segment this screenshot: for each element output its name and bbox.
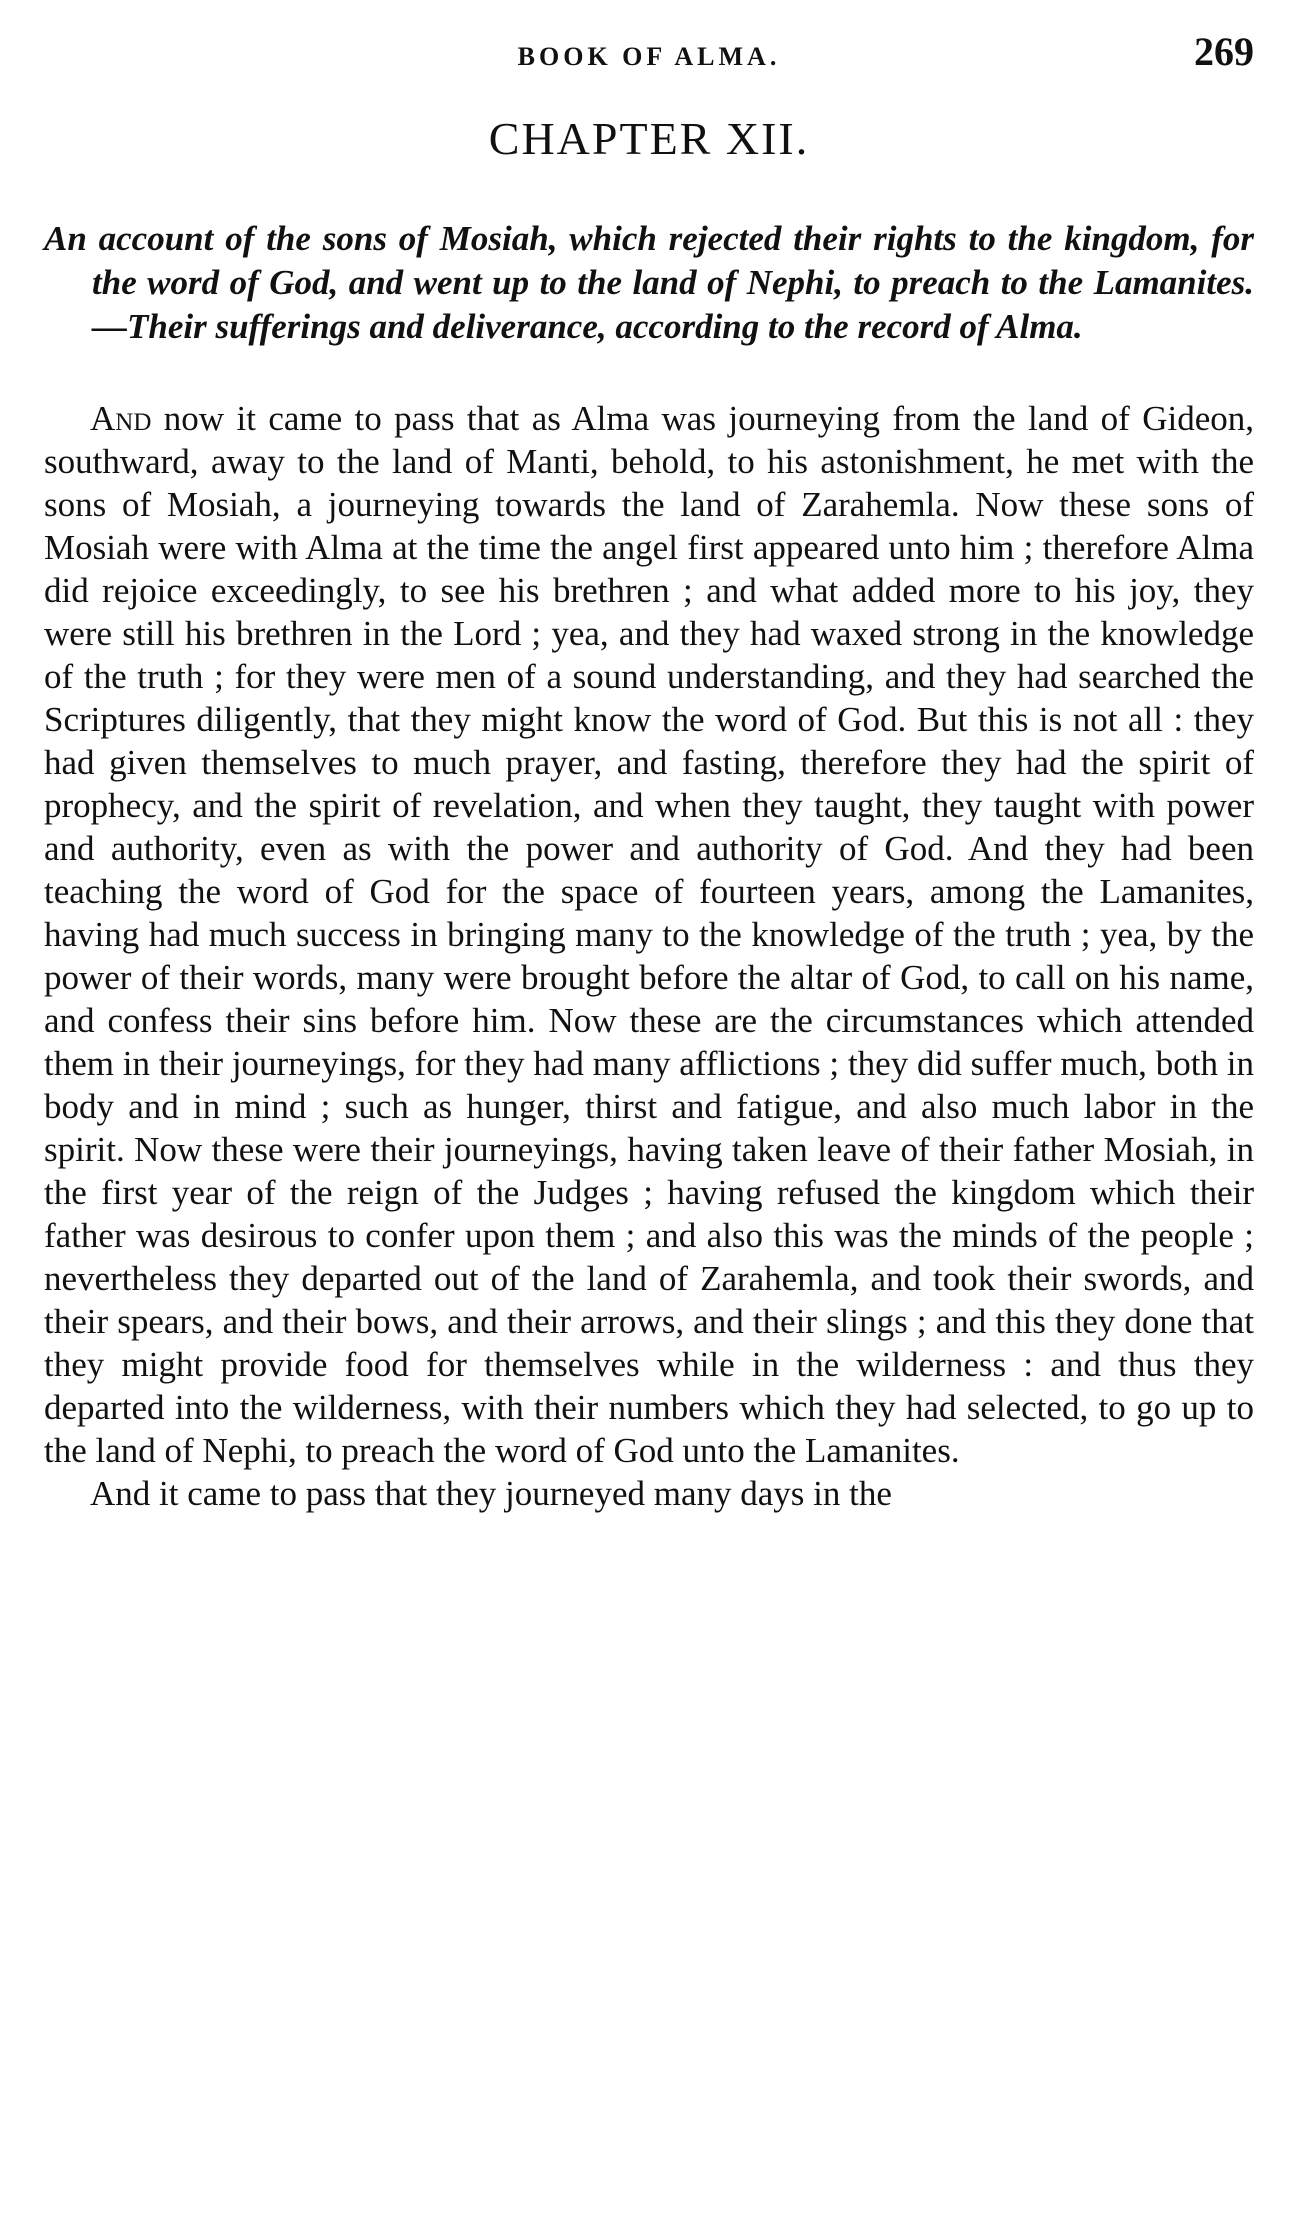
paragraph-1-text: now it came to pass that as Alma was journeying from the land of Gideon, southward, away to the land of Manti, behold, to his astonishment, he met with the sons of Mosiah, a journeying towards the land of Zarahemla. Now these sons of Mosiah were with Alma at the time the angel first appeared unto him ; therefore Alma did rejoice exceedingly, to see his brethren ; and what added more to his joy, they were still his brethren in the Lord ; yea, and they had waxed strong in the knowledge of the truth ; for they were men of a sound understanding, and they had searched the Scriptures diligently, that they might know the word of God. But this is not all : they had given themselves to much prayer, and fasting, therefore they had the spirit of prophecy, and the spirit of revelation, and when they taught, they taught with power and authority, even as with the power and authority of God. And they had been teaching the word of God for the space of fourteen years, among the Lamanites, having had much success in bringing many to the knowledge of the truth ; yea, by the power of their words, many were brought before the altar of God, to call on his name, and confess their sins before him. Now these are the circumstances which attended them in their journeyings, for they had many afflictions ; they did suffer much, both in body and in mind ; such as hunger, thirst and fatigue, and also much labor in the spirit. Now these were their journeyings, having taken leave of their father Mosiah, in the first year of the reign of the Judges ; having refused the kingdom which their father was desirous to confer upon them ; and also this was the minds of the people ; nevertheless they departed out of the land of Zarahemla, and took their swords, and their spears, and their bows, and their arrows, and their slings ; and this they done that they might provide food for themselves while in the wilderness : and thus they departed into the wilderness, with their numbers which they had selected, to go up to the land of Nephi, to preach the word of God unto the Lamanites. [44, 399, 1254, 1470]
running-header [44, 28, 1254, 82]
book-page [44, 28, 1254, 1515]
page-number: 269 [1194, 29, 1254, 74]
chapter-heading: CHAPTER XII. [488, 113, 810, 164]
paragraph-lead-word: And [90, 399, 152, 438]
body-paragraph-2: And it came to pass that they journeyed many days in the [90, 1474, 892, 1513]
chapter-summary: An account of the sons of Mosiah, which rejected their rights to the kingdom, for the word of God, and went up to the land of Nephi, to preach to the Lamanites.—Their sufferings and deliverance, according to the record of Alma. [44, 219, 1254, 346]
running-title: BOOK OF ALMA. [517, 42, 781, 71]
body-paragraph-1 [44, 397, 1254, 1472]
